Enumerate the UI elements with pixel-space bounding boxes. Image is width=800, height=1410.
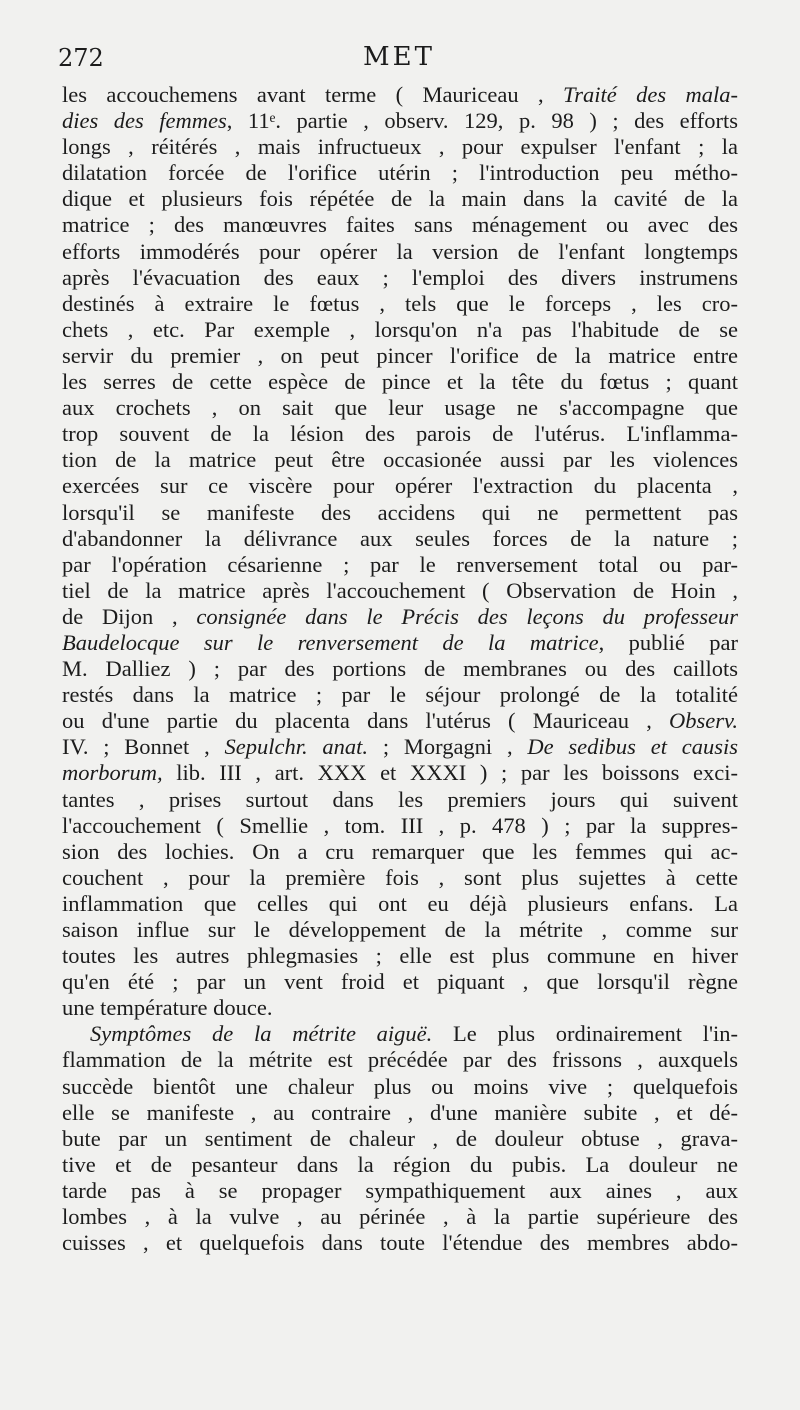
text-segment: dilatation forcée de l'orifice utérin ; l'introduction peu métho- [62,160,738,186]
text-line [62,447,738,473]
text-segment: par l'opération césarienne ; par le renversement total ou par- [62,551,738,577]
text-line [62,291,738,317]
italic-segment: consignée dans le Précis des leçons du professeur [196,603,738,629]
text-line [62,552,738,578]
text-segment: une température douce. [62,995,273,1021]
text-line [62,317,738,343]
text-line [62,839,738,865]
text-segment: couchent , pour la première fois , sont plus sujettes à cette [62,864,738,890]
text-segment: elle se manifeste , au contraire , d'une manière subite , et dé- [62,1099,738,1125]
text-line [62,265,738,291]
text-line [62,212,738,238]
text-segment: matrice ; des manœuvres faites sans ménagement ou avec des [62,212,738,238]
text-segment: M. Dalliez ) ; par des portions de membranes ou des caillots [62,656,738,682]
text-segment: aux crochets , on sait que leur usage ne s'accompagne que [62,395,738,421]
text-line [62,1047,738,1073]
text-segment: trop souvent de la lésion des parois de l'utérus. L'inflamma- [62,421,738,447]
text-line [62,917,738,943]
text-segment: tion de la matrice peut être occasionée aussi par les violences [62,447,738,473]
text-segment: longs , réitérés , mais infructueux , pour expulser l'enfant ; la [62,134,738,160]
page-header [58,44,740,80]
italic-segment: morborum, [62,760,163,786]
italic-segment: De sedibus et causis [527,734,738,760]
text-line [62,500,738,526]
text-segment: les serres de cette espèce de pince et la tête du fœtus ; quant [62,369,738,395]
text-segment: bute par un sentiment de chaleur , de douleur obtuse , grava- [62,1125,738,1151]
text-segment: inflammation que celles qui ont eu déjà plusieurs enfans. La [62,890,738,916]
text-line [62,995,738,1021]
text-line [62,473,738,499]
italic-segment: Symptômes de la métrite aiguë. [90,1021,433,1047]
text-segment: ; Morgagni , [368,734,528,760]
text-line [62,630,738,656]
text-line [62,1074,738,1100]
italic-segment: Traité des mala- [563,82,738,107]
text-line [62,1126,738,1152]
text-line [62,1152,738,1178]
text-line [62,134,738,160]
text-segment: tarde pas à se propager sympathiquement aux aines , aux [62,1177,738,1203]
text-line [62,421,738,447]
text-segment: , 11ᵉ. partie , observ. 129, p. 98 ) ; des efforts [226,108,738,134]
text-segment: dique et plusieurs fois répétée de la main dans la cavité de la [62,186,738,212]
text-segment: , publié par [598,629,738,655]
text-segment: lombes , à la vulve , au périnée , à la partie supérieure des [62,1204,738,1230]
text-segment: tantes , prises surtout dans les premiers jours qui suivent [62,786,738,812]
text-line [62,186,738,212]
text-segment: servir du premier , on peut pincer l'orifice de la matrice entre [62,342,738,368]
text-segment: saison influe sur le développement de la métrite , comme sur [62,917,738,942]
text-segment: cuisses , et quelquefois dans toute l'étendue des membres abdo- [62,1230,738,1256]
text-line [62,760,738,786]
text-segment: destinés à extraire le fœtus , tels que le forceps , les cro- [62,290,738,316]
text-line [62,526,738,552]
running-head: MET [363,42,435,72]
text-line [62,1021,738,1047]
page-number: 272 [58,44,104,72]
italic-segment: Baudelocque sur le renversement de la matrice [62,629,599,655]
text-line [62,1230,738,1256]
text-segment: succède bientôt une chaleur plus ou moins vive ; quelquefois [62,1073,738,1099]
text-segment: tiel de la matrice après l'accouchement ( Observation de Hoin , [62,577,738,603]
text-line [62,108,738,134]
text-line [62,708,738,734]
text-line [62,1178,738,1204]
italic-segment: dies des femmes [62,108,227,134]
text-line [62,943,738,969]
text-segment: flammation de la métrite est précédée par des frissons , auxquels [62,1047,738,1073]
text-segment: de Dijon , [62,603,197,629]
text-line [62,865,738,891]
text-line [62,1100,738,1126]
italic-segment: Sepulchr. anat. [224,734,369,760]
text-segment: l'accouchement ( Smellie , tom. III , p. 478 ) ; par la suppres- [62,812,738,838]
text-segment: ou d'une partie du placenta dans l'utérus ( Mauriceau , [62,708,670,734]
text-segment: efforts immodérés pour opérer la version de l'enfant longtemps [62,238,738,264]
text-line [62,656,738,682]
text-segment: qu'en été ; par un vent froid et piquant , que lorsqu'il règne [62,969,738,995]
text-line [62,395,738,421]
text-segment: toutes les autres phlegmasies ; elle est plus commune en hiver [62,943,738,969]
text-segment: restés dans la matrice ; par le séjour prolongé de la totalité [62,682,738,708]
text-segment: d'abandonner la délivrance aux seules forces de la nature ; [62,525,738,551]
text-line [62,604,738,630]
text-segment: les accouchemens avant terme ( Mauriceau , [62,82,563,107]
text-segment: sion des lochies. On a cru remarquer que les femmes qui ac- [62,838,738,864]
text-line [62,369,738,395]
text-line [62,343,738,369]
text-line [62,813,738,839]
text-line [62,891,738,917]
text-segment: après l'évacuation des eaux ; l'emploi des divers instrumens [62,264,738,290]
text-line [62,787,738,813]
text-line [62,734,738,760]
italic-segment: Observ. [669,708,738,734]
text-line [62,82,738,108]
text-segment: Le plus ordinairement l'in- [432,1021,738,1047]
text-line [62,239,738,265]
text-line [62,682,738,708]
text-segment: lib. III , art. XXX et XXXI ) ; par les boissons exci- [162,760,738,786]
text-segment: exercées sur ce viscère pour opérer l'extraction du placenta , [62,473,738,499]
text-segment: IV. ; Bonnet , [62,734,225,760]
text-line [62,969,738,995]
text-line [62,1204,738,1230]
text-line [62,160,738,186]
body-text [62,82,738,1256]
text-segment: tive et de pesanteur dans la région du pubis. La douleur ne [62,1151,738,1177]
text-segment: lorsqu'il se manifeste des accidens qui ne permettent pas [62,499,738,525]
text-line [62,578,738,604]
text-segment: chets , etc. Par exemple , lorsqu'on n'a pas l'habitude de se [62,316,738,342]
